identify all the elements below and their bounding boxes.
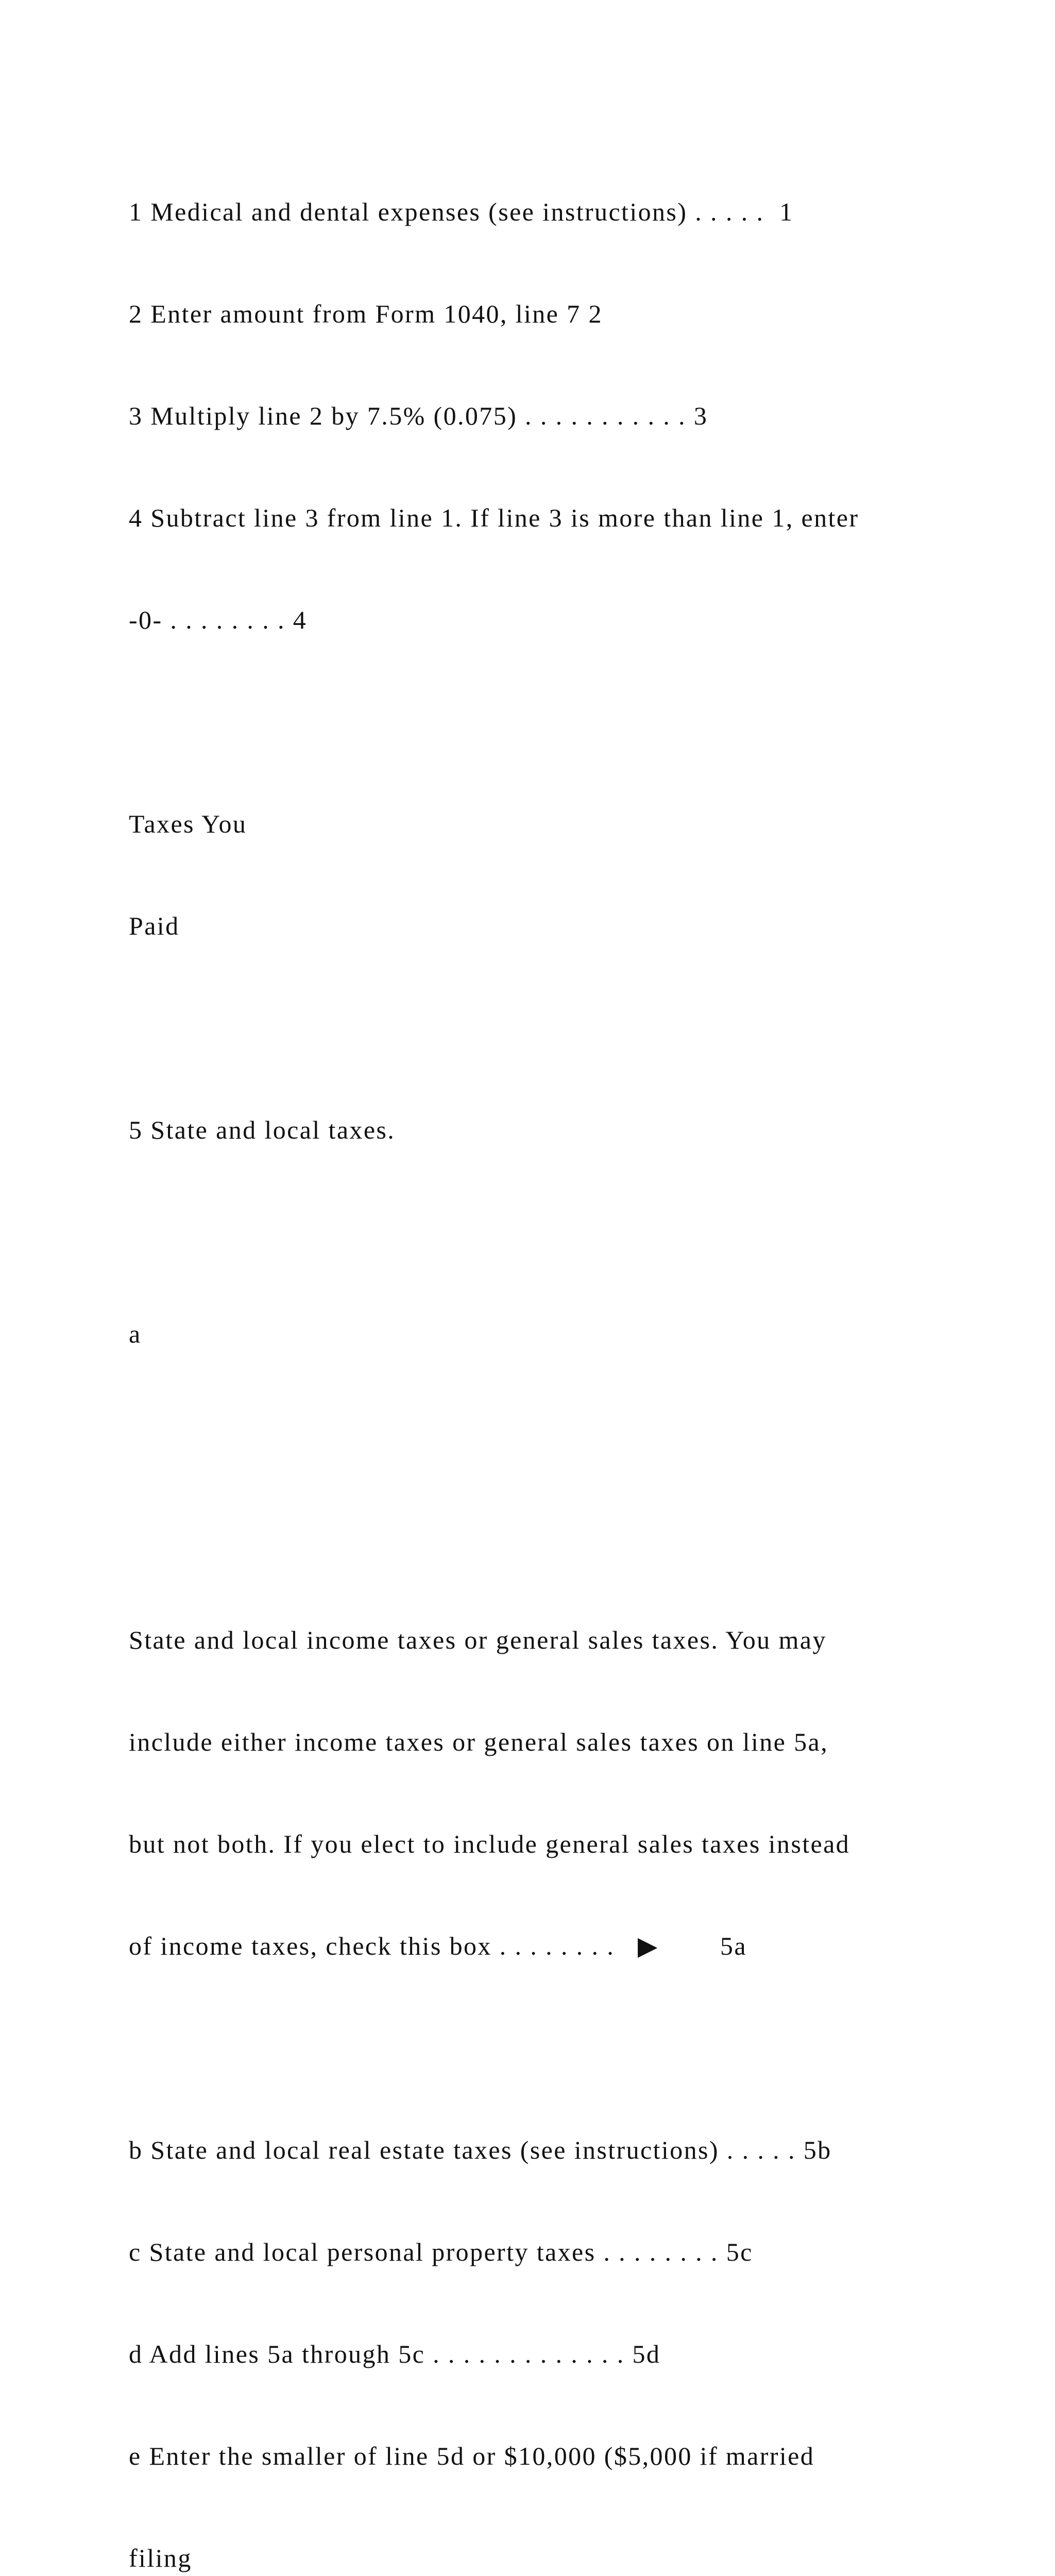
spacer [129,705,974,739]
section-heading-taxes: Taxes You [129,809,247,838]
line-5c-personal-property: c State and local personal property taxes . . . . . . . . 5c [129,2238,753,2266]
section-heading-taxes-paid: Paid [129,911,180,940]
line-4-continuation: -0- . . . . . . . . 4 [129,605,308,634]
line-5e-filing: filing [129,2544,192,2572]
line-5a-text-4: of income taxes, check this box . . . . . . . . ▶ 5a [129,1931,747,1960]
spacer [129,1011,974,1045]
line-5a-text-3: but not both. If you elect to include general sales taxes instead [129,1829,850,1858]
line-5a-text-2: include either income taxes or general sales taxes on line 5a, [129,1727,829,1756]
spacer [129,1419,974,1555]
line-1-medical-expenses: 1 Medical and dental expenses (see instructions) . . . . . 1 [129,197,794,226]
line-5-letter-a: a [129,1319,142,1348]
form-text-page [129,127,974,2576]
line-5e-smaller-of: e Enter the smaller of line 5d or $10,000 ($5,000 if married [129,2442,815,2470]
line-5-state-local-taxes: 5 State and local taxes. [129,1115,396,1144]
spacer [129,1215,974,1249]
line-2-form-1040-amount: 2 Enter amount from Form 1040, line 7 2 [129,299,603,328]
line-4-subtract: 4 Subtract line 3 from line 1. If line 3 is more than line 1, enter [129,503,859,532]
line-3-multiply: 3 Multiply line 2 by 7.5% (0.075) . . . . . . . . . . . 3 [129,401,708,430]
line-5d-add-lines: d Add lines 5a through 5c . . . . . . . . . . . . . 5d [129,2340,661,2368]
line-5a-text-1: State and local income taxes or general sales taxes. You may [129,1625,827,1654]
spacer [129,2031,974,2065]
line-5b-real-estate: b State and local real estate taxes (see instructions) . . . . . 5b [129,2136,832,2164]
